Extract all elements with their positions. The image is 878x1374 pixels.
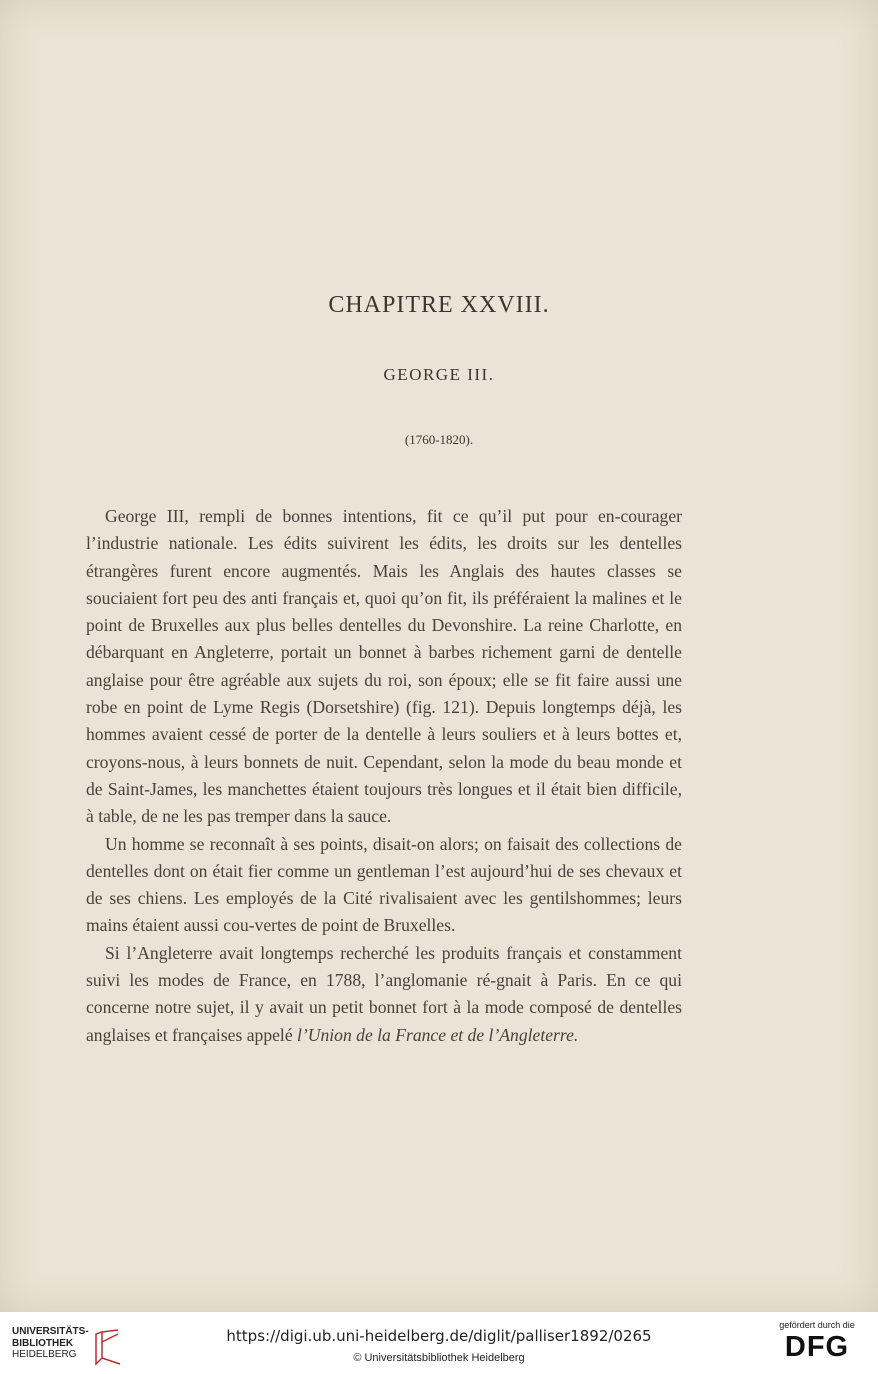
- funding-caption: gefördert durch die: [779, 1320, 855, 1330]
- copyright-notice: © Universitätsbibliothek Heidelberg: [353, 1352, 525, 1364]
- library-name-line: UNIVERSITÄTS-: [12, 1326, 89, 1337]
- library-name-line: BIBLIOTHEK: [12, 1337, 74, 1349]
- chapter-subtitle: GEORGE III.: [383, 365, 495, 384]
- paragraph-text: Si l’Angleterre avait longtemps recherché les produits français et constamment suivi les modes de France, en 1788, l’anglomanie ré-gnait à Paris. En ce qui concerne notre sujet, il y avait un petit bonnet fort à la mode composé de dentelles anglaises et françaises appelé: [86, 942, 682, 1045]
- italic-title: l’Union de la France et de l’Angleterre.: [297, 1024, 579, 1045]
- viewer-footer: [0, 1312, 878, 1374]
- paragraph: [86, 940, 682, 1049]
- reign-dates: (1760-1820).: [404, 432, 474, 447]
- dfg-logo: DFG: [784, 1331, 850, 1363]
- paragraph: George III, rempli de bonnes intentions, fit ce qu’il put pour en-courager l’industrie nationale. Les édits suivirent les édits, les droits sur les dentelles étrangères furent encore augmentés. Mais les Anglais des hautes classes se souciaient fort peu des anti français et, quoi qu’on fit, ils préféraient la malines et le point de Bruxelles aux plus belles dentelles du Devonshire. La reine Charlotte, en débarquant en Angleterre, portait un bonnet à barbes richement garni de dentelle anglaise pour être agréable aux sujets du roi, son époux; elle se fit faire aussi une robe en point de Lyme Regis (Dorsetshire) (fig. 121). Depuis longtemps déjà, les hommes avaient cessé de porter de la dentelle à leurs souliers et à leurs bottes et, croyons-nous, à leurs bonnets de nuit. Cependant, selon la mode du beau monde et de Saint-James, les manchettes étaient toujours très longues et il était bien difficile, à table, de ne les pas tremper dans la sauce.: [86, 506, 682, 827]
- paragraph: Un homme se reconnaît à ses points, disait-on alors; on faisait des collections de dentelles dont on était fier comme un gentleman l’est aujourd’hui de ses chevaux et de ses chiens. Les employés de la Cité rivalisaient avec les gentilshommes; leurs mains étaient aussi cou-vertes de point de Bruxelles.: [86, 833, 682, 936]
- body-text: [86, 503, 682, 1049]
- library-name-line: HEIDELBERG: [12, 1349, 77, 1360]
- permalink-url[interactable]: https://digi.ub.uni-heidelberg.de/diglit/palliser1892/0265: [226, 1327, 652, 1345]
- chapter-title: CHAPITRE XXVIII.: [328, 292, 550, 318]
- dfg-funding-logo[interactable]: [772, 1320, 862, 1364]
